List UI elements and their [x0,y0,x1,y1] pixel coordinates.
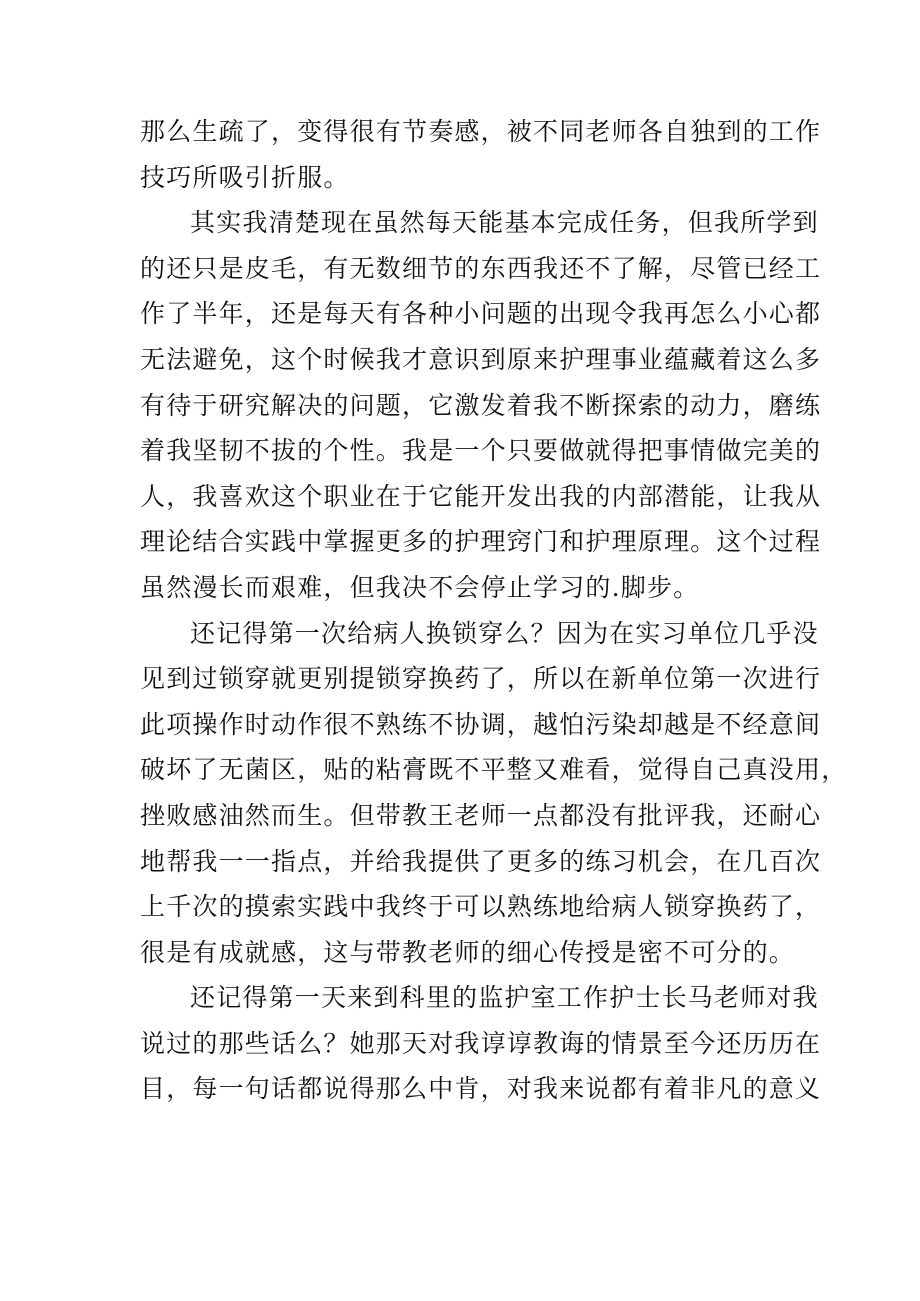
text-line: 挫败感油然而生。但带教王老师一点都没有批评我，还耐心 [140,800,822,830]
text-line: 虽然漫长而艰难，但我决不会停止学习的.脚步。 [140,572,700,602]
text-line: 说过的那些话么？她那天对我谆谆教诲的情景至今还历历在 [140,1028,822,1058]
text-line: 人，我喜欢这个职业在于它能开发出我的内部潜能，让我从 [140,481,822,511]
text-line: 其实我清楚现在虽然每天能基本完成任务，但我所学到 [190,208,819,238]
text-line: 还记得第一天来到科里的监护室工作护士长马老师对我 [190,983,819,1013]
text-line: 技巧所吸引折服。 [140,162,350,192]
paragraph-3 [140,611,848,976]
text-line: 无法避免，这个时候我才意识到原来护理事业蕴藏着这么多 [140,344,822,374]
text-line: 目，每一句话都说得那么中肯，对我来说都有着非凡的意义 [140,1074,822,1104]
text-line: 有待于研究解决的问题，它激发着我不断探索的动力，磨练 [140,390,822,420]
text-line: 着我坚韧不拔的个性。我是一个只要做就得把事情做完美的 [140,436,822,466]
paragraph-2 [140,200,822,610]
document-body [140,109,848,1112]
text-line: 破坏了无菌区，贴的粘膏既不平整又难看，觉得自己真没用， [140,755,848,785]
text-line: 的还只是皮毛，有无数细节的东西我还不了解，尽管已经工 [140,253,822,283]
text-line: 很是有成就感，这与带教老师的细心传授是密不可分的。 [140,937,796,967]
text-line: 见到过锁穿就更别提锁穿换药了，所以在新单位第一次进行 [140,664,822,694]
text-line: 还记得第一次给病人换锁穿么？因为在实习单位几乎没 [190,618,819,648]
text-line: 上千次的摸索实践中我终于可以熟练地给病人锁穿换药了， [140,892,822,922]
paragraph-1 [140,109,822,200]
text-line: 理论结合实践中掌握更多的护理窍门和护理原理。这个过程 [140,527,822,557]
text-line: 地帮我一一指点，并给我提供了更多的练习机会，在几百次 [140,846,822,876]
text-line: 那么生疏了，变得很有节奏感，被不同老师各自独到的工作 [140,117,822,146]
text-line: 作了半年，还是每天有各种小问题的出现令我再怎么小心都 [140,299,822,329]
paragraph-4 [140,975,822,1112]
text-line: 此项操作时动作很不熟练不协调，越怕污染却越是不经意间 [140,709,822,739]
